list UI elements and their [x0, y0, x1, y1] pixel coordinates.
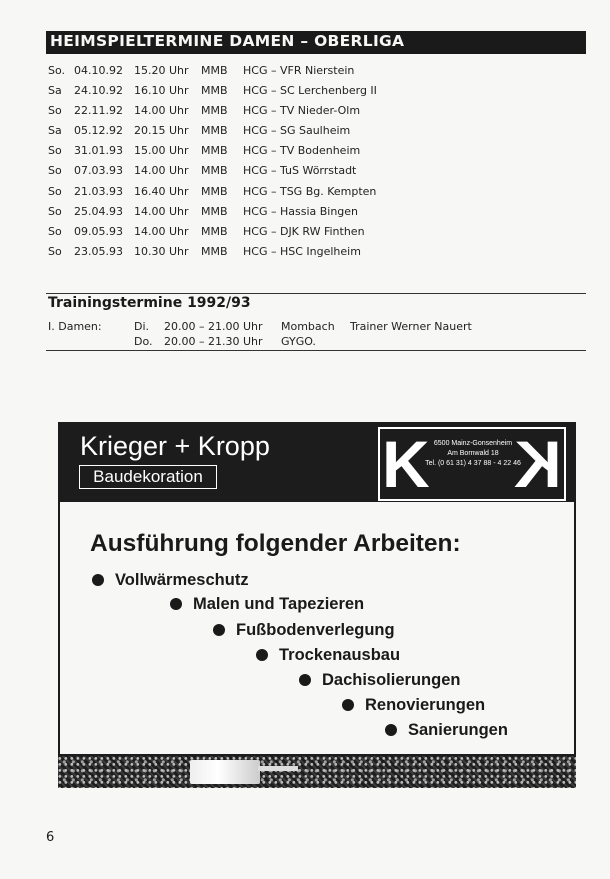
game-date: 23.05.93: [74, 244, 123, 258]
service-label: Fußbodenverlegung: [236, 621, 395, 639]
ad-company-subtitle: Baudekoration: [79, 465, 217, 489]
game-hall: MMB: [201, 144, 228, 158]
service-item: [342, 695, 485, 715]
game-date: 05.12.92: [74, 124, 123, 138]
training-time: 20.00 – 21.00 Uhr: [164, 320, 263, 333]
service-label: Dachisolierungen: [322, 671, 461, 689]
game-row: [48, 143, 588, 163]
game-hall: MMB: [201, 104, 228, 118]
game-hall: MMB: [201, 204, 228, 218]
game-match: HCG – TV Nieder-Olm: [243, 104, 361, 118]
game-time: 14.00 Uhr: [134, 204, 189, 218]
address-line: Am Bornwald 18: [447, 450, 499, 457]
bullet-icon: [256, 649, 268, 661]
training-place: GYGO.: [281, 335, 316, 348]
game-hall: MMB: [201, 164, 228, 178]
address-line: Tel. (0 61 31) 4 37 88 - 4 22 46: [425, 460, 521, 467]
game-time: 16.10 Uhr: [134, 84, 189, 98]
advertisement: [58, 422, 576, 788]
game-date: 24.10.92: [74, 84, 123, 98]
game-time: 14.00 Uhr: [134, 104, 189, 118]
game-row: [48, 224, 588, 244]
game-match: HCG – SC Lerchenberg II: [243, 84, 377, 98]
game-date: 25.04.93: [74, 204, 123, 218]
bullet-icon: [92, 574, 104, 586]
bullet-icon: [213, 624, 225, 636]
game-day: So: [48, 204, 62, 218]
game-row: [48, 103, 588, 123]
game-time: 15.20 Uhr: [134, 64, 189, 77]
game-hall: MMB: [201, 224, 228, 238]
training-day: Di.: [134, 320, 150, 333]
ad-decorative-strip: [58, 756, 576, 788]
k-logo-left: K: [382, 427, 430, 501]
game-time: 14.00 Uhr: [134, 164, 189, 178]
service-item: [256, 645, 400, 665]
game-match: HCG – Hassia Bingen: [243, 204, 359, 218]
ad-heading: Ausführung folgender Arbeiten:: [90, 530, 461, 557]
game-time: 14.00 Uhr: [134, 224, 189, 238]
game-match: HCG – TSG Bg. Kempten: [243, 184, 377, 198]
service-item: [385, 720, 508, 740]
game-match: HCG – VFR Nierstein: [243, 64, 355, 77]
service-label: Trockenausbau: [279, 646, 401, 664]
game-row: [48, 83, 588, 103]
game-hall: MMB: [201, 84, 228, 98]
game-date: 21.03.93: [74, 184, 123, 198]
game-row: [48, 184, 588, 204]
game-time: 20.15 Uhr: [134, 124, 189, 138]
training-trainer: Trainer Werner Nauert: [350, 320, 472, 333]
training-top-rule: [46, 293, 586, 294]
home-games-list: [48, 63, 588, 264]
page-number: 6: [46, 830, 55, 845]
game-date: 07.03.93: [74, 164, 123, 178]
game-date: 09.05.93: [74, 224, 123, 238]
game-row: [48, 63, 588, 83]
game-day: Sa: [48, 124, 62, 138]
game-match: HCG – TuS Wörrstadt: [243, 164, 357, 178]
game-day: So: [48, 104, 62, 118]
ad-body: [58, 502, 576, 756]
game-day: So: [48, 184, 62, 198]
service-label: Malen und Tapezieren: [193, 595, 365, 613]
game-day: So: [48, 224, 62, 238]
training-title: Trainingstermine 1992/93: [48, 295, 251, 311]
section-header-bar: [46, 31, 586, 54]
game-row: [48, 123, 588, 143]
game-date: 22.11.92: [74, 104, 123, 118]
game-day: So.: [48, 64, 66, 77]
game-hall: MMB: [201, 184, 228, 198]
game-day: So: [48, 144, 62, 158]
game-match: HCG – DJK RW Finthen: [243, 224, 365, 238]
service-label: Vollwärmeschutz: [115, 571, 249, 589]
ad-header: [58, 422, 576, 502]
paint-roller-icon: [190, 760, 260, 784]
game-day: Sa: [48, 84, 62, 98]
address-line: 6500 Mainz-Gonsenheim: [433, 440, 513, 447]
game-row: [48, 163, 588, 183]
game-hall: MMB: [201, 124, 228, 138]
game-row: [48, 204, 588, 224]
training-place: Mombach: [281, 320, 335, 333]
game-hall: MMB: [201, 244, 228, 258]
game-hall: MMB: [201, 64, 228, 77]
bullet-icon: [170, 598, 182, 610]
game-day: So: [48, 244, 62, 258]
game-row: [48, 244, 588, 264]
service-item: [170, 594, 364, 614]
ad-address: [418, 439, 528, 469]
training-day: Do.: [134, 335, 153, 348]
game-match: HCG – TV Bodenheim: [243, 144, 361, 158]
k-logo-right: K: [514, 427, 562, 501]
training-bottom-rule: [46, 350, 586, 351]
service-item: [299, 670, 460, 690]
training-row: [48, 335, 588, 349]
game-date: 31.01.93: [74, 144, 123, 158]
game-match: HCG – HSC Ingelheim: [243, 244, 361, 258]
game-time: 15.00 Uhr: [134, 144, 189, 158]
service-label: Renovierungen: [365, 696, 486, 714]
service-label: Sanierungen: [408, 721, 508, 739]
header-rule: [46, 52, 586, 54]
training-row: [48, 320, 588, 334]
service-item: [213, 620, 395, 640]
roller-handle: [258, 766, 298, 771]
bullet-icon: [342, 699, 354, 711]
bullet-icon: [385, 724, 397, 736]
game-time: 10.30 Uhr: [134, 244, 189, 258]
training-team: I. Damen:: [48, 320, 102, 333]
game-day: So: [48, 164, 62, 178]
game-time: 16.40 Uhr: [134, 184, 189, 198]
bullet-icon: [299, 674, 311, 686]
ad-address-box: [378, 427, 566, 501]
training-time: 20.00 – 21.30 Uhr: [164, 335, 263, 348]
service-item: [92, 570, 249, 590]
game-date: 04.10.92: [74, 64, 123, 77]
section-title: HEIMSPIELTERMINE DAMEN – OBERLIGA: [50, 32, 405, 50]
ad-company-name: Krieger + Kropp: [80, 431, 270, 461]
game-match: HCG – SG Saulheim: [243, 124, 351, 138]
